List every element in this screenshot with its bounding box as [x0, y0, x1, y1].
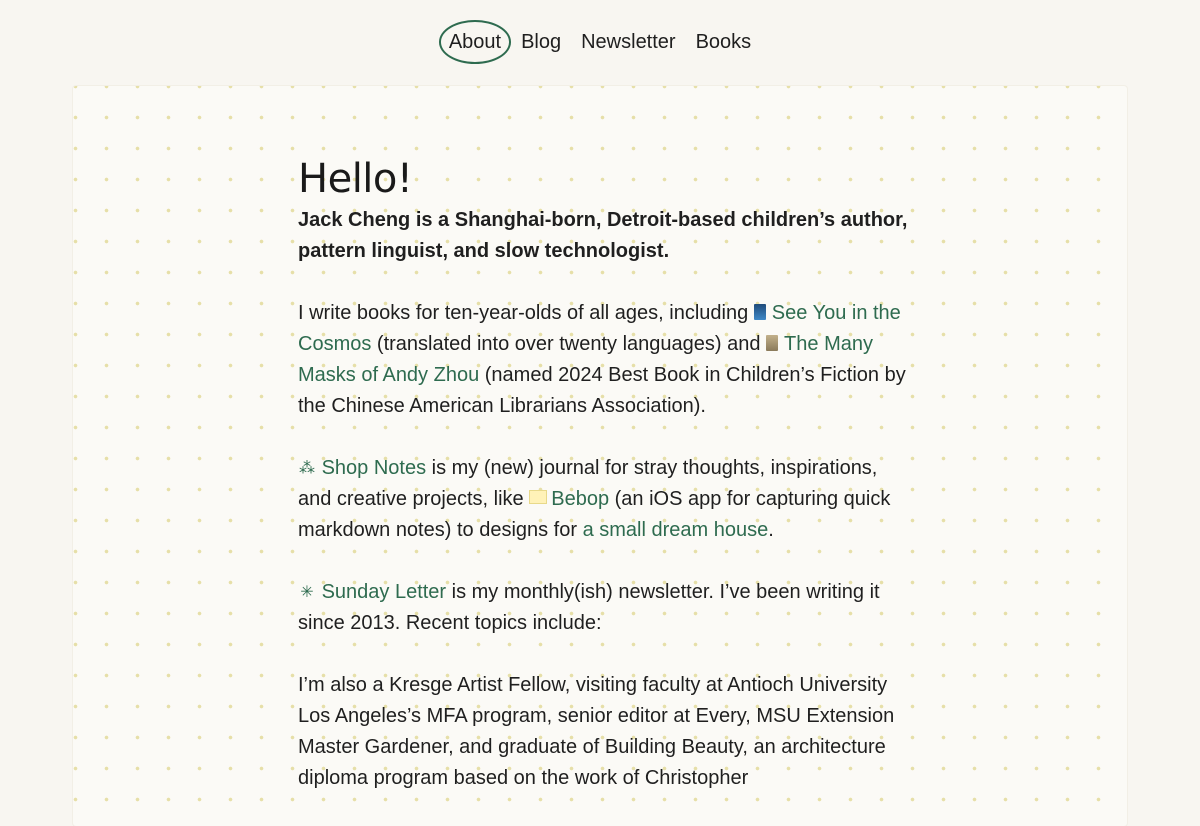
bio-paragraph: I’m also a Kresge Artist Fellow, visiting faculty at Antioch University Los Angeles’s MFA program, senior editor at Every, MSU Extension Master Gardener, and graduate of Building Beauty, an architecture diploma program based on the work of Christopher	[298, 674, 895, 789]
book-cover-icon	[766, 335, 778, 351]
books-text-2: (translated into over twenty languages) and	[371, 333, 767, 355]
asterism-icon: ⁂	[299, 460, 315, 477]
shop-notes-paragraph	[298, 453, 908, 546]
page-title: Hello!	[298, 156, 413, 202]
nav-about[interactable]: About	[439, 20, 511, 64]
link-small-dream-house[interactable]: a small dream house	[582, 519, 769, 541]
intro-paragraph: Jack Cheng is a Shanghai-born, Detroit-based children’s author, pattern linguist, and slow technologist.	[298, 209, 908, 262]
about-content	[298, 155, 908, 825]
link-see-you-in-the-cosmos[interactable]: See You in the Cosmos	[298, 302, 901, 355]
nav-books[interactable]: Books	[695, 31, 752, 53]
link-shop-notes[interactable]: Shop Notes	[321, 457, 427, 479]
book-cover-icon	[754, 304, 766, 320]
shop-notes-text-3: .	[768, 519, 774, 541]
newsletter-paragraph	[298, 577, 908, 639]
top-navigation	[0, 20, 1200, 64]
newsletter-text: is my monthly(ish) newsletter. I’ve been writing it since 2013. Recent topics include:	[298, 581, 880, 634]
link-sunday-letter[interactable]: Sunday Letter	[321, 581, 447, 603]
link-many-masks-of-andy-zhou[interactable]: The Many Masks of Andy Zhou	[298, 333, 873, 386]
link-bebop[interactable]: Bebop	[551, 488, 610, 510]
books-text-1: I write books for ten-year-olds of all ages, including	[298, 302, 754, 324]
shop-notes-text-1: is my (new) journal for stray thoughts, inspirations, and creative projects, like	[298, 457, 878, 510]
note-icon	[529, 490, 547, 504]
nav-newsletter[interactable]: Newsletter	[581, 31, 676, 53]
asterisk-icon: ✳	[300, 584, 314, 601]
books-paragraph	[298, 298, 908, 422]
shop-notes-text-2: (an iOS app for capturing quick markdown notes) to designs for	[298, 488, 891, 541]
books-text-3: (named 2024 Best Book in Children’s Fiction by the Chinese American Librarians Association).	[298, 364, 906, 417]
nav-blog[interactable]: Blog	[521, 31, 562, 53]
